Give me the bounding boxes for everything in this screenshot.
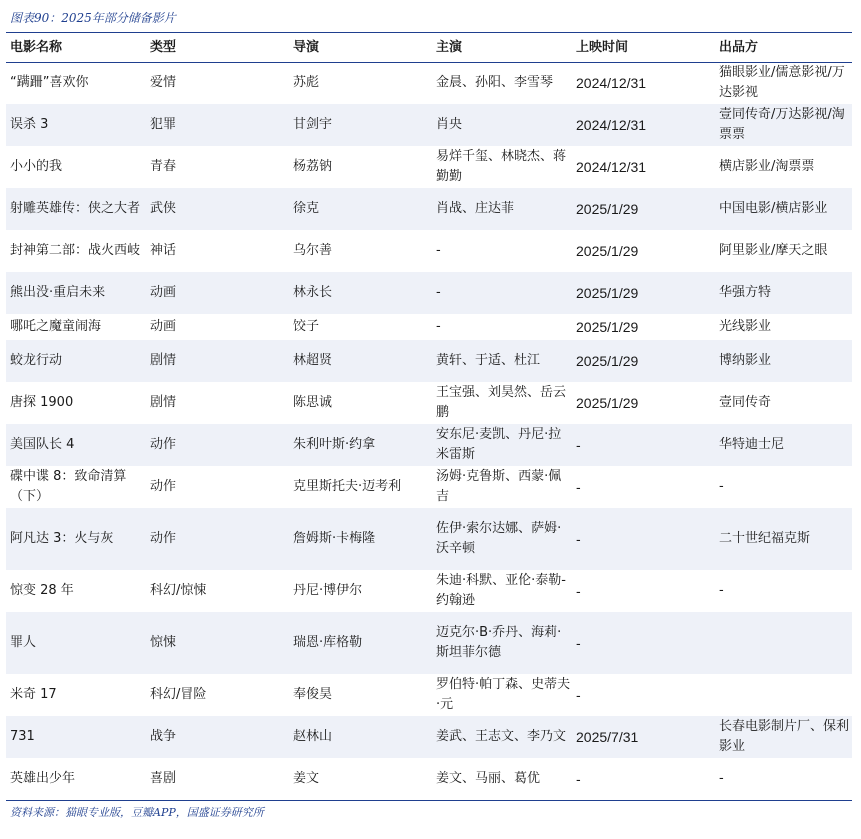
cell-producer: 壹同传奇	[719, 395, 772, 410]
cell-cast: 汤姆·克鲁斯、西蒙·佩吉	[436, 469, 562, 504]
cell-director: 杨荔钠	[293, 159, 333, 174]
cell-title: “蹒跚”喜欢你	[10, 75, 89, 90]
cell-release-date: 2025/1/29	[572, 188, 715, 230]
cell-producer: 博纳影业	[715, 340, 852, 382]
cell-release-date: -	[572, 612, 715, 674]
cell-director: 詹姆斯·卡梅隆	[289, 508, 432, 570]
cell-release-date: 2025/7/31	[572, 716, 715, 758]
cell-cast: 王宝强、刘昊然、岳云鹏	[436, 385, 567, 420]
table-row	[6, 466, 852, 508]
cell-director: 饺子	[293, 319, 320, 334]
cell-director: 徐克	[289, 188, 432, 230]
cell-release-date: 2025/1/29	[572, 272, 715, 314]
cell-release-date: -	[576, 687, 581, 703]
table-row	[6, 188, 852, 230]
table-row	[6, 716, 852, 758]
cell-release-date: 2024/12/31	[572, 104, 715, 146]
cell-release-date: -	[576, 583, 581, 599]
cell-producer: 横店影业/淘票票	[719, 159, 815, 174]
table-header-row	[6, 33, 852, 62]
cell-genre: 科幻/惊悚	[150, 583, 207, 598]
cell-director: 林永长	[289, 272, 432, 314]
cell-producer: -	[719, 583, 724, 598]
cell-title: 731	[6, 716, 146, 758]
cell-title: 封神第二部：战火西岐	[10, 243, 141, 258]
cell-title: 唐探 1900	[10, 395, 74, 410]
header-cast: 主演	[436, 39, 463, 55]
cell-cast: -	[436, 243, 441, 258]
cell-title: 碟中谍 8：致命清算（下）	[10, 469, 127, 504]
cell-producer: 阿里影业/摩天之眼	[719, 243, 828, 258]
cell-producer: 壹同传奇/万达影视/淘票票	[715, 104, 852, 146]
cell-cast: 朱迪·科默、亚伦·泰勒-约翰逊	[436, 573, 566, 608]
table-row	[6, 340, 852, 382]
cell-cast: 肖战、庄达菲	[432, 188, 572, 230]
cell-director: 陈思诚	[293, 395, 333, 410]
cell-genre: 动作	[150, 479, 177, 494]
cell-genre: 动画	[146, 272, 289, 314]
header-release-date: 上映时间	[576, 39, 629, 55]
cell-genre: 神话	[150, 243, 177, 258]
cell-producer: 二十世纪福克斯	[715, 508, 852, 570]
cell-genre: 动作	[146, 424, 289, 466]
cell-genre: 动画	[150, 319, 177, 334]
table-row	[6, 104, 852, 146]
cell-director: 乌尔善	[293, 243, 333, 258]
cell-director: 朱利叶斯·约拿	[289, 424, 432, 466]
cell-director: 丹尼·博伊尔	[293, 583, 363, 598]
cell-genre: 动作	[146, 508, 289, 570]
film-table	[6, 33, 852, 800]
cell-release-date: 2025/1/29	[576, 243, 639, 259]
cell-producer: 华强方特	[715, 272, 852, 314]
header-genre: 类型	[150, 39, 177, 55]
cell-producer	[715, 674, 852, 716]
table-bottom-rule	[6, 800, 852, 801]
cell-producer: 长春电影制片厂、保利影业	[715, 716, 852, 758]
table-row	[6, 62, 852, 104]
cell-director: 甘剑宇	[289, 104, 432, 146]
cell-cast: -	[436, 319, 441, 334]
header-director: 导演	[293, 39, 320, 55]
cell-producer: 光线影业	[719, 319, 772, 334]
cell-cast: 肖央	[432, 104, 572, 146]
table-row	[6, 230, 852, 272]
table-row	[6, 382, 852, 424]
cell-cast: 罗伯特·帕丁森、史蒂夫·元	[436, 677, 571, 712]
cell-release-date: -	[572, 508, 715, 570]
cell-director: 林超贤	[289, 340, 432, 382]
cell-release-date: -	[576, 479, 581, 495]
cell-release-date: 2025/1/29	[576, 395, 639, 411]
cell-genre: 剧情	[146, 340, 289, 382]
cell-cast: 金晨、孙阳、李雪琴	[436, 75, 554, 90]
cell-cast: 易烊千玺、林晓杰、蒋勤勤	[436, 149, 567, 184]
cell-cast: 安东尼·麦凯、丹尼·拉米雷斯	[432, 424, 572, 466]
cell-title: 哪吒之魔童闹海	[10, 319, 102, 334]
cell-release-date: -	[572, 424, 715, 466]
cell-genre: 爱情	[150, 75, 177, 90]
table-row	[6, 758, 852, 800]
cell-title: 熊出没·重启未来	[6, 272, 146, 314]
cell-producer: 中国电影/横店影业	[715, 188, 852, 230]
cell-director: 克里斯托夫·迈考利	[293, 479, 402, 494]
cell-title: 蛟龙行动	[6, 340, 146, 382]
cell-title: 惊变 28 年	[10, 583, 74, 598]
cell-director: 奉俊昊	[293, 687, 333, 702]
cell-cast: 迈克尔·B·乔丹、海莉·斯坦菲尔德	[432, 612, 572, 674]
cell-genre: 科幻/冒险	[150, 687, 207, 702]
cell-genre: 武侠	[146, 188, 289, 230]
figure-caption: 图表90：2025年部分储备影片	[10, 11, 176, 25]
cell-producer: 猫眼影业/儒意影视/万达影视	[719, 65, 845, 100]
cell-director: 姜文	[293, 771, 320, 786]
cell-producer: -	[719, 479, 724, 494]
cell-director: 赵林山	[289, 716, 432, 758]
cell-director: 瑞恩·库格勒	[289, 612, 432, 674]
cell-cast: 姜文、马丽、葛优	[436, 771, 541, 786]
cell-title: 罪人	[6, 612, 146, 674]
cell-title: 英雄出少年	[10, 771, 76, 786]
header-title: 电影名称	[10, 39, 63, 55]
cell-title: 小小的我	[10, 159, 63, 174]
header-producer: 出品方	[719, 39, 759, 55]
cell-genre: 犯罪	[146, 104, 289, 146]
cell-genre: 惊悚	[146, 612, 289, 674]
cell-release-date: 2024/12/31	[576, 75, 647, 91]
cell-producer	[715, 612, 852, 674]
cell-title: 米奇 17	[10, 687, 57, 702]
cell-cast: 佐伊·索尔达娜、萨姆·沃辛顿	[432, 508, 572, 570]
cell-genre: 青春	[150, 159, 177, 174]
cell-genre: 战争	[146, 716, 289, 758]
table-row	[6, 146, 852, 188]
cell-director: 苏彪	[293, 75, 320, 90]
cell-title: 误杀 3	[6, 104, 146, 146]
cell-producer: -	[719, 771, 724, 786]
cell-title: 美国队长 4	[6, 424, 146, 466]
cell-cast: 黄轩、于适、杜江	[432, 340, 572, 382]
cell-cast: -	[432, 272, 572, 314]
cell-release-date: 2025/1/29	[572, 340, 715, 382]
source-note: 资料来源：猫眼专业版，豆瓣APP，国盛证券研究所	[10, 806, 264, 819]
table-row	[6, 424, 852, 466]
cell-producer: 华特迪士尼	[715, 424, 852, 466]
cell-genre: 剧情	[150, 395, 177, 410]
table-row	[6, 508, 852, 570]
cell-title: 阿凡达 3：火与灰	[6, 508, 146, 570]
cell-release-date: 2025/1/29	[576, 319, 639, 335]
table-row	[6, 612, 852, 674]
table-row	[6, 570, 852, 612]
table-row	[6, 674, 852, 716]
cell-genre: 喜剧	[150, 771, 177, 786]
table-row	[6, 314, 852, 340]
cell-release-date: 2024/12/31	[576, 159, 647, 175]
cell-title: 射雕英雄传：侠之大者	[6, 188, 146, 230]
cell-cast: 姜武、王志文、李乃文	[432, 716, 572, 758]
cell-release-date: -	[576, 771, 581, 787]
table-row	[6, 272, 852, 314]
